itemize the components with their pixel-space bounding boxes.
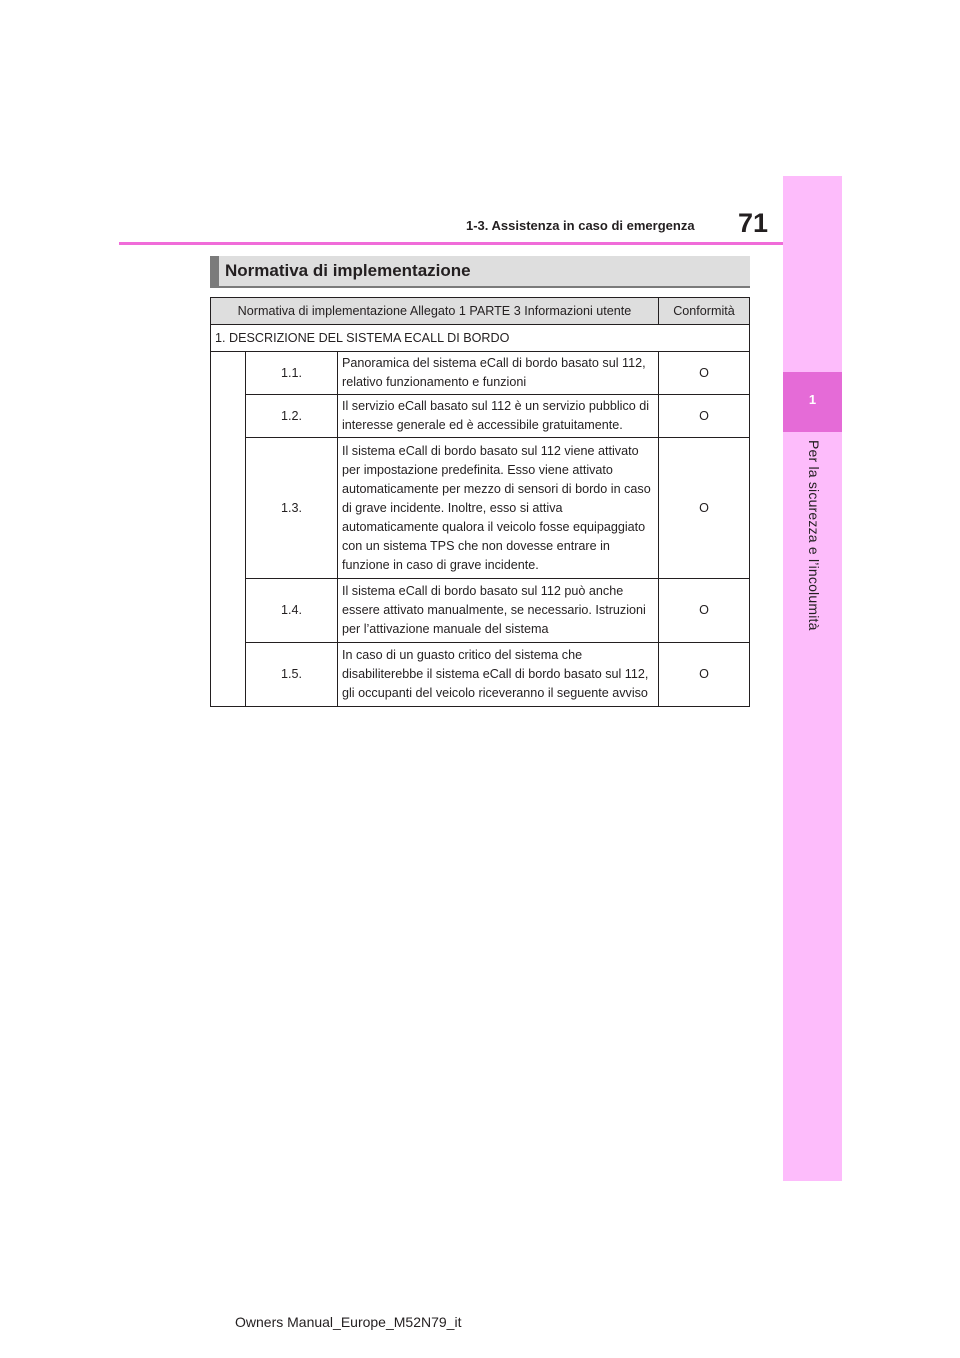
row-text: Il sistema eCall di bordo basato sul 112 viene attivato per impostazione predefinita. Esso viene attivato automaticamente per mezzo di sensori di bordo in caso di grave incidente. Inoltre, esso si attiva automaticamente qualora il veicolo fosse equipaggiato con un sistema TPS che non dovesse entrare in funzione in caso di grave incidente.	[338, 438, 659, 579]
regulation-table	[210, 297, 750, 707]
table-header-row	[211, 298, 750, 325]
table-header-conformity: Conformità	[659, 298, 750, 325]
table-group-row	[211, 325, 750, 352]
table-row	[211, 643, 750, 707]
row-text: Il sistema eCall di bordo basato sul 112 può anche essere attivato manualmente, se necessario. Istruzioni per l’attivazione manuale del sistema	[338, 579, 659, 643]
table-header-title: Normativa di implementazione Allegato 1 PARTE 3 Informazioni utente	[211, 298, 659, 325]
table-row	[211, 352, 750, 395]
chapter-number: 1	[808, 392, 817, 407]
row-text: Panoramica del sistema eCall di bordo basato sul 112, relativo funzionamento e funzioni	[338, 352, 659, 395]
table-row	[211, 579, 750, 643]
section-header-title: 1-3. Assistenza in caso di emergenza	[466, 218, 695, 233]
chapter-title: Per la sicurezza e l’incolumità	[806, 440, 822, 631]
section-heading-text: Normativa di implementazione	[225, 261, 471, 280]
row-conformity: O	[659, 395, 750, 438]
header-rule	[119, 242, 783, 245]
chapter-side-tab	[783, 176, 842, 1181]
table-row	[211, 395, 750, 438]
row-number: 1.5.	[246, 643, 338, 707]
table-group-title: 1. DESCRIZIONE DEL SISTEMA ECALL DI BORDO	[211, 325, 750, 352]
row-text: In caso di un guasto critico del sistema che disabiliterebbe il sistema eCall di bordo basato sul 112, gli occupanti del veicolo riceveranno il seguente avviso	[338, 643, 659, 707]
row-conformity: O	[659, 643, 750, 707]
row-text: Il servizio eCall basato sul 112 è un servizio pubblico di interesse generale ed è accessibile gratuitamente.	[338, 395, 659, 438]
section-heading-rule	[210, 286, 750, 288]
row-conformity: O	[659, 579, 750, 643]
table-row	[211, 438, 750, 579]
row-number: 1.2.	[246, 395, 338, 438]
row-number: 1.3.	[246, 438, 338, 579]
row-conformity: O	[659, 438, 750, 579]
table-indent-cell	[211, 352, 246, 707]
footer-manual-id: Owners Manual_Europe_M52N79_it	[235, 1314, 462, 1330]
row-number: 1.4.	[246, 579, 338, 643]
row-conformity: O	[659, 352, 750, 395]
row-number: 1.1.	[246, 352, 338, 395]
page-number: 71	[738, 208, 769, 238]
section-heading	[210, 256, 750, 286]
